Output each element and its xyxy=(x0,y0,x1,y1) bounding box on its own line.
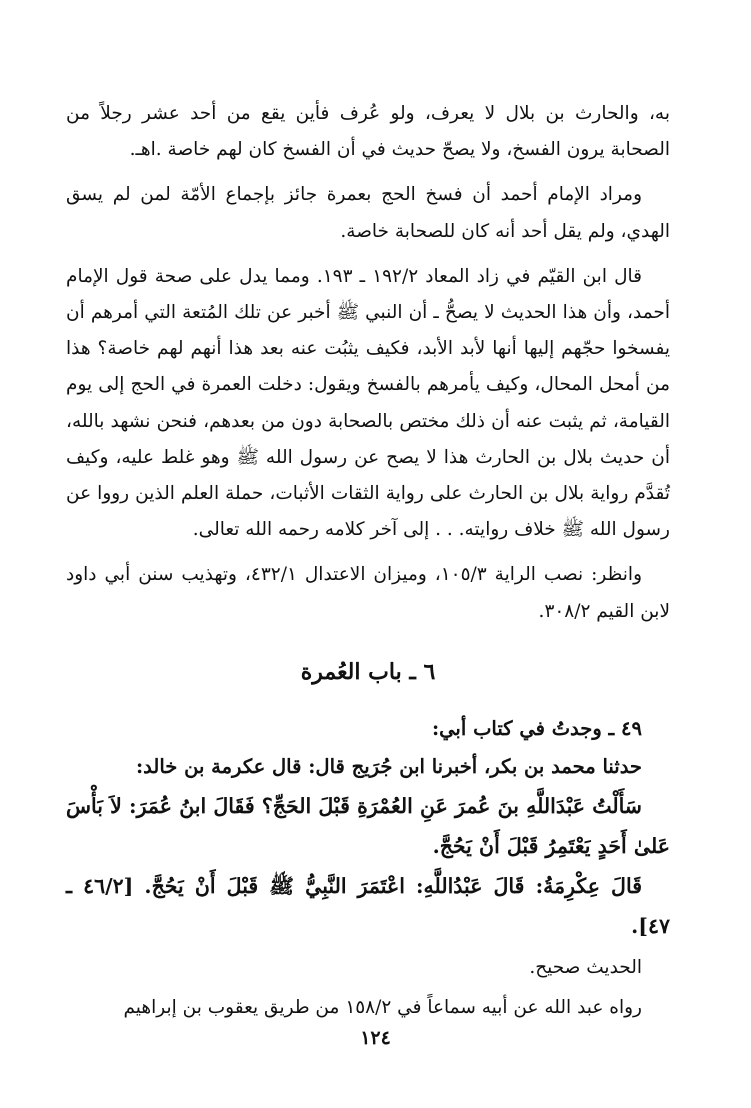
commentary-paragraph-2: ومراد الإمام أحمد أن فسخ الحج بعمرة جائز بإجماع الأمّة لمن لم يسق الهدي، ولم يقل أحد أنه كان للصحابة خاصة. xyxy=(66,184,670,242)
hadith-matn-1: سَأَلْتُ عَبْدَاللَّهِ بنَ عُمرَ عَنِ العُمْرَةِ قَبْلَ الحَجِّ؟ فَقَالَ ابنُ عُمَرَ: لاَ بَأْسَ عَلىٰ أَحَدٍ يَعْتَمِرُ قَبْلَ أَنْ يَحُجَّ. xyxy=(66,793,670,858)
chapter-heading: ٦ ـ باب العُمرة xyxy=(300,658,436,685)
hadith-matn-2: قَالَ عِكْرِمَةُ: قَالَ عَبْدُاللَّهِ: اعْتَمَرَ النَّبِيُّ ﷺ قَبْلَ أَنْ يَحُجَّ. [٤٦/٢ ـ ٤٧]. xyxy=(66,873,670,938)
references-paragraph: وانظر: نصب الراية ١٠٥/٣، وميزان الاعتدال ٤٣٢/١، وتهذيب سنن أبي داود لابن القيم ٣٠٨/٢. xyxy=(66,564,670,622)
hadith-intro: ٤٩ ـ وجدتُ في كتاب أبي: xyxy=(431,716,642,740)
hadith-source: رواه عبد الله عن أبيه سماعاً في ١٥٨/٢ من طريق يعقوب بن إبراهيم xyxy=(123,996,642,1018)
hadith-verdict: الحديث صحيح. xyxy=(529,956,642,978)
commentary-paragraph-1: به، والحارث بن بلال لا يعرف، ولو عُرف فأين يقع من أحد عشر رجلاً من الصحابة يرون الفسخ، ولا يصحّ حديث في أن الفسخ كان لهم خاصة .اهـ. xyxy=(66,103,670,161)
commentary-paragraph-3: قال ابن القيّم في زاد المعاد ١٩٢/٢ ـ ١٩٣. ومما يدل على صحة قول الإمام أحمد، وأن هذا الحديث لا يصحُّ ـ أن النبي ﷺ أخبر عن تلك المُتعة التي أمرهم أن يفسخوا حجّهم إليها أنها لأبد الأبد، فكيف يثبُت عنه بعد هذا أنهم لهم خاصة؟ هذا من أمحل المحال، وكيف يأمرهم بالفسخ ويقول: دخلت العمرة في الحج إلى يوم القيامة، ثم يثبت عنه أن ذلك مختص بالصحابة دون من بعدهم، فنحن نشهد بالله، أن حديث بلال بن الحارث هذا لا يصح عن رسول الله ﷺ وهو غلط عليه، وكيف تُقدَّم رواية بلال بن الحارث على رواية الثقات الأثبات، حملة العلم الذين رووا عن رسول الله ﷺ خلاف روايته. . . إلى آخر كلامه رحمه الله تعالى. xyxy=(66,265,670,541)
page-body xyxy=(66,96,670,1026)
page-number: ١٢٤ xyxy=(360,1027,391,1049)
hadith-isnad: حدثنا محمد بن بكر، أخبرنا ابن جُرَيج قال: قال عكرمة بن خالد: xyxy=(135,754,642,778)
